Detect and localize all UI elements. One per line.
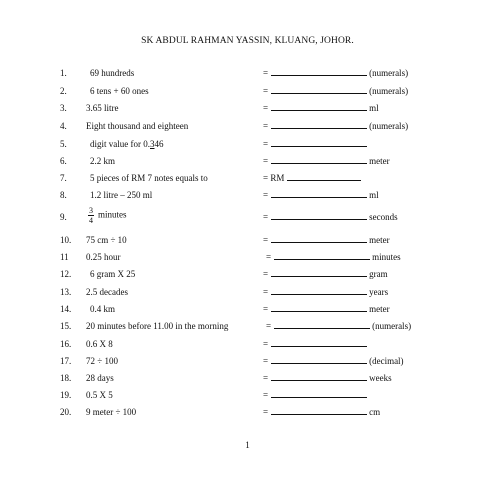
answer-blank[interactable] (271, 371, 367, 381)
question-row-7 (0, 171, 495, 185)
answer-area (263, 337, 369, 351)
question-number: 16. (60, 339, 72, 349)
question-row-6 (0, 154, 495, 168)
question-row-20 (0, 405, 495, 419)
answer-unit: (numerals) (369, 121, 409, 131)
equals-sign: = (263, 212, 269, 222)
answer-blank[interactable] (271, 233, 367, 243)
answer-area (263, 119, 408, 133)
answer-blank[interactable] (271, 154, 367, 164)
answer-blank[interactable] (271, 405, 367, 415)
equals-sign: = (263, 339, 269, 349)
answer-blank[interactable] (271, 302, 367, 312)
question-row-9 (0, 206, 495, 225)
question-text: Eight thousand and eighteen (86, 121, 189, 131)
question-text: 75 cm ÷ 10 (86, 235, 127, 245)
question-number: 14. (60, 304, 72, 314)
equals-sign: = (263, 190, 269, 200)
question-text: digit value for 0.346 (90, 139, 164, 149)
question-text: 2.2 km (90, 156, 116, 166)
equals-sign: = RM (263, 173, 285, 183)
question-number: 2. (60, 86, 67, 96)
answer-blank[interactable] (271, 137, 367, 147)
question-number: 11 (60, 252, 69, 262)
equals-sign: = (263, 68, 269, 78)
question-text: 20 minutes before 11.00 in the morning (86, 321, 229, 331)
answer-area (266, 250, 401, 264)
question-number: 19. (60, 390, 72, 400)
question-number: 12. (60, 269, 72, 279)
answer-area (263, 302, 390, 316)
answer-blank[interactable] (271, 84, 367, 94)
question-row-12 (0, 267, 495, 281)
question-row-3 (0, 101, 495, 115)
equals-sign: = (263, 86, 269, 96)
equals-sign: = (266, 252, 272, 262)
equals-sign: = (263, 156, 269, 166)
answer-area (263, 154, 390, 168)
answer-area (263, 101, 379, 115)
question-number: 1. (60, 68, 67, 78)
question-text: 0.5 X 5 (86, 390, 113, 400)
answer-area (263, 233, 390, 247)
question-text: 69 hundreds (90, 68, 135, 78)
answer-unit: minutes (372, 252, 401, 262)
page-title: SK ABDUL RAHMAN YASSIN, KLUANG, JOHOR. (141, 36, 354, 46)
answer-area (263, 84, 408, 98)
question-row-15 (0, 319, 495, 333)
answer-area (263, 388, 369, 402)
question-text: 28 days (86, 373, 114, 383)
answer-blank[interactable] (287, 171, 361, 181)
answer-unit: gram (369, 269, 388, 279)
equals-sign: = (263, 235, 269, 245)
answer-blank[interactable] (271, 210, 367, 220)
question-row-18 (0, 371, 495, 385)
equals-sign: = (263, 356, 269, 366)
equals-sign: = (263, 121, 269, 131)
question-text: 3.65 litre (86, 103, 119, 113)
question-row-19 (0, 388, 495, 402)
question-text: 0.6 X 8 (86, 339, 113, 349)
answer-area (263, 285, 388, 299)
equals-sign: = (263, 373, 269, 383)
question-number: 9. (60, 212, 67, 222)
answer-unit: cm (369, 407, 381, 417)
answer-unit: ml (369, 190, 379, 200)
equals-sign: = (263, 304, 269, 314)
answer-unit: ml (369, 103, 379, 113)
answer-area (263, 267, 388, 281)
equals-sign: = (263, 407, 269, 417)
fraction: $\frac{3}{4}$ (89, 206, 93, 225)
question-number: 20. (60, 407, 72, 417)
question-number: 7. (60, 173, 67, 183)
question-text: 6 tens + 60 ones (90, 86, 149, 96)
answer-unit: meter (369, 156, 390, 166)
answer-blank[interactable] (274, 250, 370, 260)
equals-sign: = (266, 321, 272, 331)
answer-unit: (numerals) (369, 86, 409, 96)
answer-area (263, 210, 398, 224)
answer-blank[interactable] (271, 101, 367, 111)
question-row-11 (0, 250, 495, 264)
answer-unit: (numerals) (372, 321, 412, 331)
answer-area (263, 354, 404, 368)
question-text: 72 ÷ 100 (86, 356, 118, 366)
question-row-8 (0, 188, 495, 202)
answer-area (263, 66, 408, 80)
question-text: 5 pieces of RM 7 notes equals to (90, 173, 208, 183)
answer-blank[interactable] (271, 188, 367, 198)
question-row-5 (0, 137, 495, 151)
question-text: 0.25 hour (86, 252, 121, 262)
answer-blank[interactable] (271, 388, 367, 398)
answer-area (263, 405, 380, 419)
answer-area (266, 319, 411, 333)
question-number: 15. (60, 321, 72, 331)
answer-area (263, 137, 369, 151)
underlined-digit: 3 (150, 139, 155, 149)
question-row-14 (0, 302, 495, 316)
equals-sign: = (263, 103, 269, 113)
answer-blank[interactable] (274, 319, 370, 329)
answer-blank[interactable] (271, 285, 367, 295)
answer-unit: seconds (369, 212, 398, 222)
answer-unit: weeks (369, 373, 392, 383)
page-number: 1 (245, 440, 250, 450)
answer-blank[interactable] (271, 66, 367, 76)
answer-unit: (decimal) (369, 356, 404, 366)
question-number: 4. (60, 121, 67, 131)
question-number: 5. (60, 139, 67, 149)
question-text: 1.2 litre – 250 ml (90, 190, 153, 200)
question-row-10 (0, 233, 495, 247)
answer-unit: meter (369, 235, 390, 245)
answer-blank[interactable] (271, 354, 367, 364)
question-text: 0.4 km (90, 304, 116, 314)
question-number: 3. (60, 103, 67, 113)
question-number: 10. (60, 235, 72, 245)
answer-blank[interactable] (271, 337, 367, 347)
answer-unit: (numerals) (369, 68, 409, 78)
question-row-2 (0, 84, 495, 98)
answer-blank[interactable] (271, 267, 367, 277)
question-text: 2.5 decades (86, 287, 128, 297)
question-row-16 (0, 337, 495, 351)
equals-sign: = (263, 390, 269, 400)
equals-sign: = (263, 287, 269, 297)
question-row-1 (0, 66, 495, 80)
answer-area (263, 171, 363, 185)
question-number: 18. (60, 373, 72, 383)
question-text: 9 meter ÷ 100 (86, 407, 137, 417)
question-number: 8. (60, 190, 67, 200)
answer-area (263, 188, 379, 202)
question-row-17 (0, 354, 495, 368)
answer-unit: meter (369, 304, 390, 314)
question-number: 13. (60, 287, 72, 297)
question-number: 17. (60, 356, 72, 366)
equals-sign: = (263, 139, 269, 149)
answer-blank[interactable] (271, 119, 367, 129)
answer-area (263, 371, 392, 385)
question-text: 6 gram X 25 (90, 269, 136, 279)
question-row-13 (0, 285, 495, 299)
question-text: $\frac{3}{4}$ minutes (89, 206, 127, 225)
equals-sign: = (263, 269, 269, 279)
answer-unit: years (369, 287, 389, 297)
question-row-4 (0, 119, 495, 133)
question-number: 6. (60, 156, 67, 166)
